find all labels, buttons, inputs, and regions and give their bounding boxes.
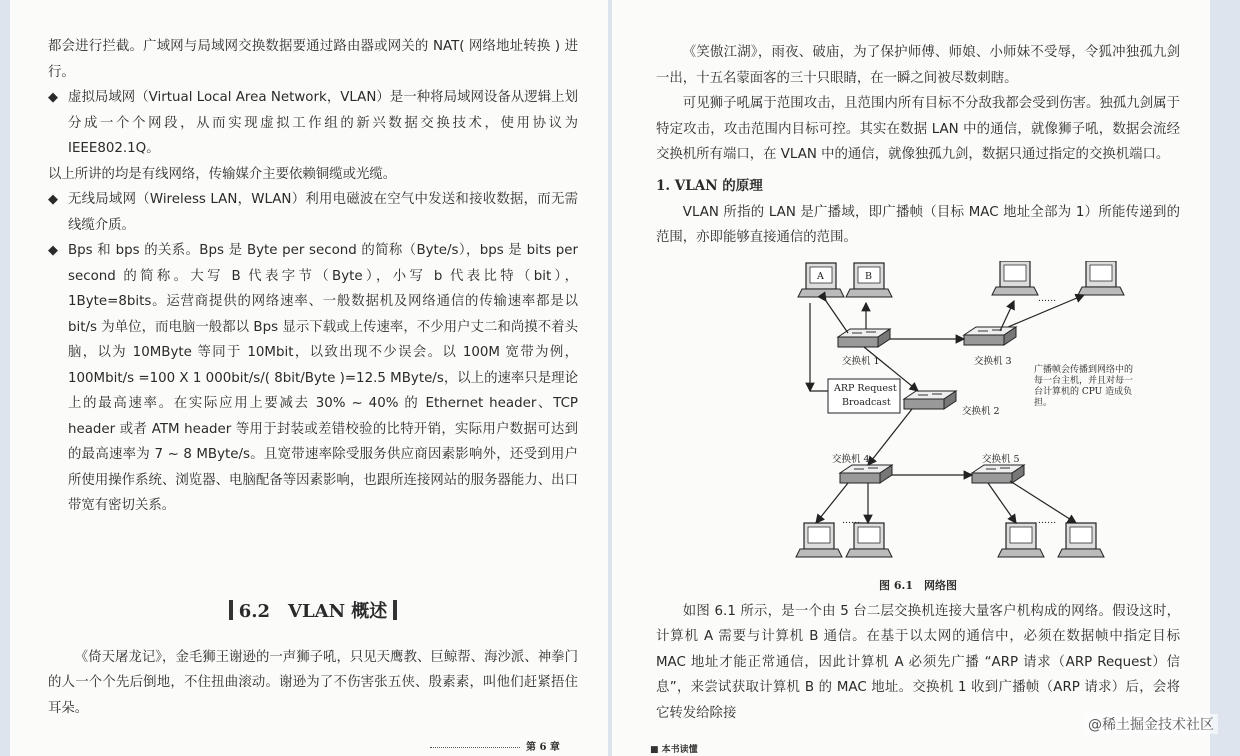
dots-label: ...... [1038,514,1057,526]
heading-bar-left [229,600,233,620]
switch-3 [964,327,1016,345]
paragraph: 可见狮子吼属于范围攻击，且范围内所有目标不分敌我都会受到伤害。独孤九剑属于特定攻击，攻击范围内目标可控。其实在数据 LAN 中的通信，就像狮子吼，数据会流经交换机所有端口，在 VLAN 中的通信，就像独孤九剑，数据只通过指定的交换机端口。 [656,96,1180,162]
pc-bottom-4 [1058,523,1104,557]
dots-label: ...... [842,514,861,526]
bullet-text: 无线局域网（Wireless LAN，WLAN）利用电磁波在空气中发送和接收数据，而无需线缆介质。 [68,192,578,233]
paragraph: 都会进行拦截。广域网与局域网交换数据要通过路由器或网关的 NAT( 网络地址转换 ) 进行。 [48,39,578,80]
right-page [612,0,1210,756]
switch-2-label: 交换机 2 [962,405,1000,417]
network-diagram [738,261,1138,581]
network-figure [738,261,1138,581]
broadcast-note: 广播帧会传播到网络中的每一台主机，并且对每一台计算机的 CPU 造成负担。 [1034,364,1134,408]
switch-1 [838,329,890,347]
section-title: 6.2 VLAN 概述 [238,600,388,622]
pc-bottom-3 [998,523,1044,557]
paragraph: VLAN 所指的 LAN 是广播域，即广播帧（目标 MAC 地址全部为 1）所能传递到的范围，亦即能够直接通信的范围。 [656,204,1180,245]
pc-a-label: A [817,270,824,282]
dots-label: ...... [1038,292,1057,304]
bullet-item-wlan [48,187,578,238]
switch-3-label: 交换机 3 [974,355,1012,367]
paragraph: 《笑傲江湖》，雨夜、破庙，为了保护师傅、师娘、小师妹不受辱，令狐冲独孤九剑一出，十五名蒙面客的三十只眼睛，在一瞬之间被尽数刺瞎。 [656,45,1180,86]
bullet-item-vlan [48,85,578,162]
diamond-bullet-icon: ◆ [48,243,58,258]
heading-bar-right [393,600,397,620]
section-heading [48,597,578,623]
paragraph: 以上所讲的均是有线网络，传输媒介主要依赖铜缆或光缆。 [48,166,397,182]
watermark: @稀土掘金技术社区 [1084,714,1218,734]
pc-bottom-1 [796,523,842,557]
figure-caption: 图 6.1 网络图 [879,578,957,592]
switch-4 [840,465,892,483]
bullet-text: Bps 和 bps 的关系。Bps 是 Byte per second 的简称（Byte/s），bps 是 bits per second 的简称。大写 B 代表字节（Byte），小写 b 代表比特（bit），1Byte=8bits。运营商提供的网络速率、一般数据机及网络通信的传输速率都是以 bit/s 为单位，而电脑一般都以 Bps 显示下载或上传速率，不少用户丈二和尚摸不着头脑，以为 10MByte 等同于 10Mbit，以致出现不少误会。以 100M 宽带为例，100Mbit/s =100 X 1 000bit/s/( 8bit/Byte )=12.5 MByte/s，以上的速率只是理论上的最高速率。在实际应用上要减去 30% ~ 40% 的 Ethernet header、TCP header 或者 ATM header 等用于封装或差错校验的比特开销，实际用户数据可达到的最高速率为 7 ~ 8 MByte/s。且宽带速率除受服务供应商因素影响外，还受到用户所使用操作系统、浏览器、电脑配备等因素影响，也跟所连接网站的服务器能力、出口带宽有密切关系。 [68,243,578,513]
footer-rule [430,747,520,748]
pc-b-label: B [865,270,872,282]
switch-4-label: 交换机 4 [832,453,870,465]
switch-5-label: 交换机 5 [982,453,1020,465]
switch-5 [972,465,1024,483]
page-footer [430,738,560,753]
arp-line-2: Broadcast [842,396,891,408]
paragraph: 《倚天屠龙记》，金毛狮王谢逊的一声狮子吼，只见天鹰教、巨鲸帮、海沙派、神拳门的人一个个先后倒地，不住扭曲滚动。谢逊为了不伤害张五侠、殷素素，叫他们赶紧捂住耳朵。 [48,649,578,716]
pc-top-right-2 [1078,261,1124,295]
pc-bottom-2 [846,523,892,557]
right-page-footer: ■ 本书读懂 [650,745,698,755]
switch-1-label: 交换机 1 [842,355,880,367]
arp-line-1: ARP Request [834,382,897,394]
diamond-bullet-icon: ◆ [48,192,58,207]
subsection-heading: 1. VLAN 的原理 [656,177,763,194]
paragraph: 如图 6.1 所示，是一个由 5 台二层交换机连接大量客户机构成的网络。假设这时，计算机 A 需要与计算机 B 通信。在基于以太网的通信中，必须在数据帧中指定目标 MAC 地址才能正常通信，因此计算机 A 必须先广播 “ARP 请求（ARP Request）信息”，来尝试获取计算机 B 的 MAC 地址。交换机 1 收到广播帧（ARP 请求）后，会将它转发给除接 [656,603,1180,721]
chapter-label: 第 6 章 [526,742,560,753]
bullet-text: 虚拟局域网（Virtual Local Area Network，VLAN）是一种将局域网设备从逻辑上划分成一个个网段，从而实现虚拟工作组的新兴数据交换技术，使用协议为 IEEE802.1Q。 [68,90,578,156]
diamond-bullet-icon: ◆ [48,90,58,105]
left-page [10,0,608,756]
bullet-item-bps [48,238,578,519]
switch-2 [904,391,956,409]
pc-top-right-1 [992,261,1038,295]
